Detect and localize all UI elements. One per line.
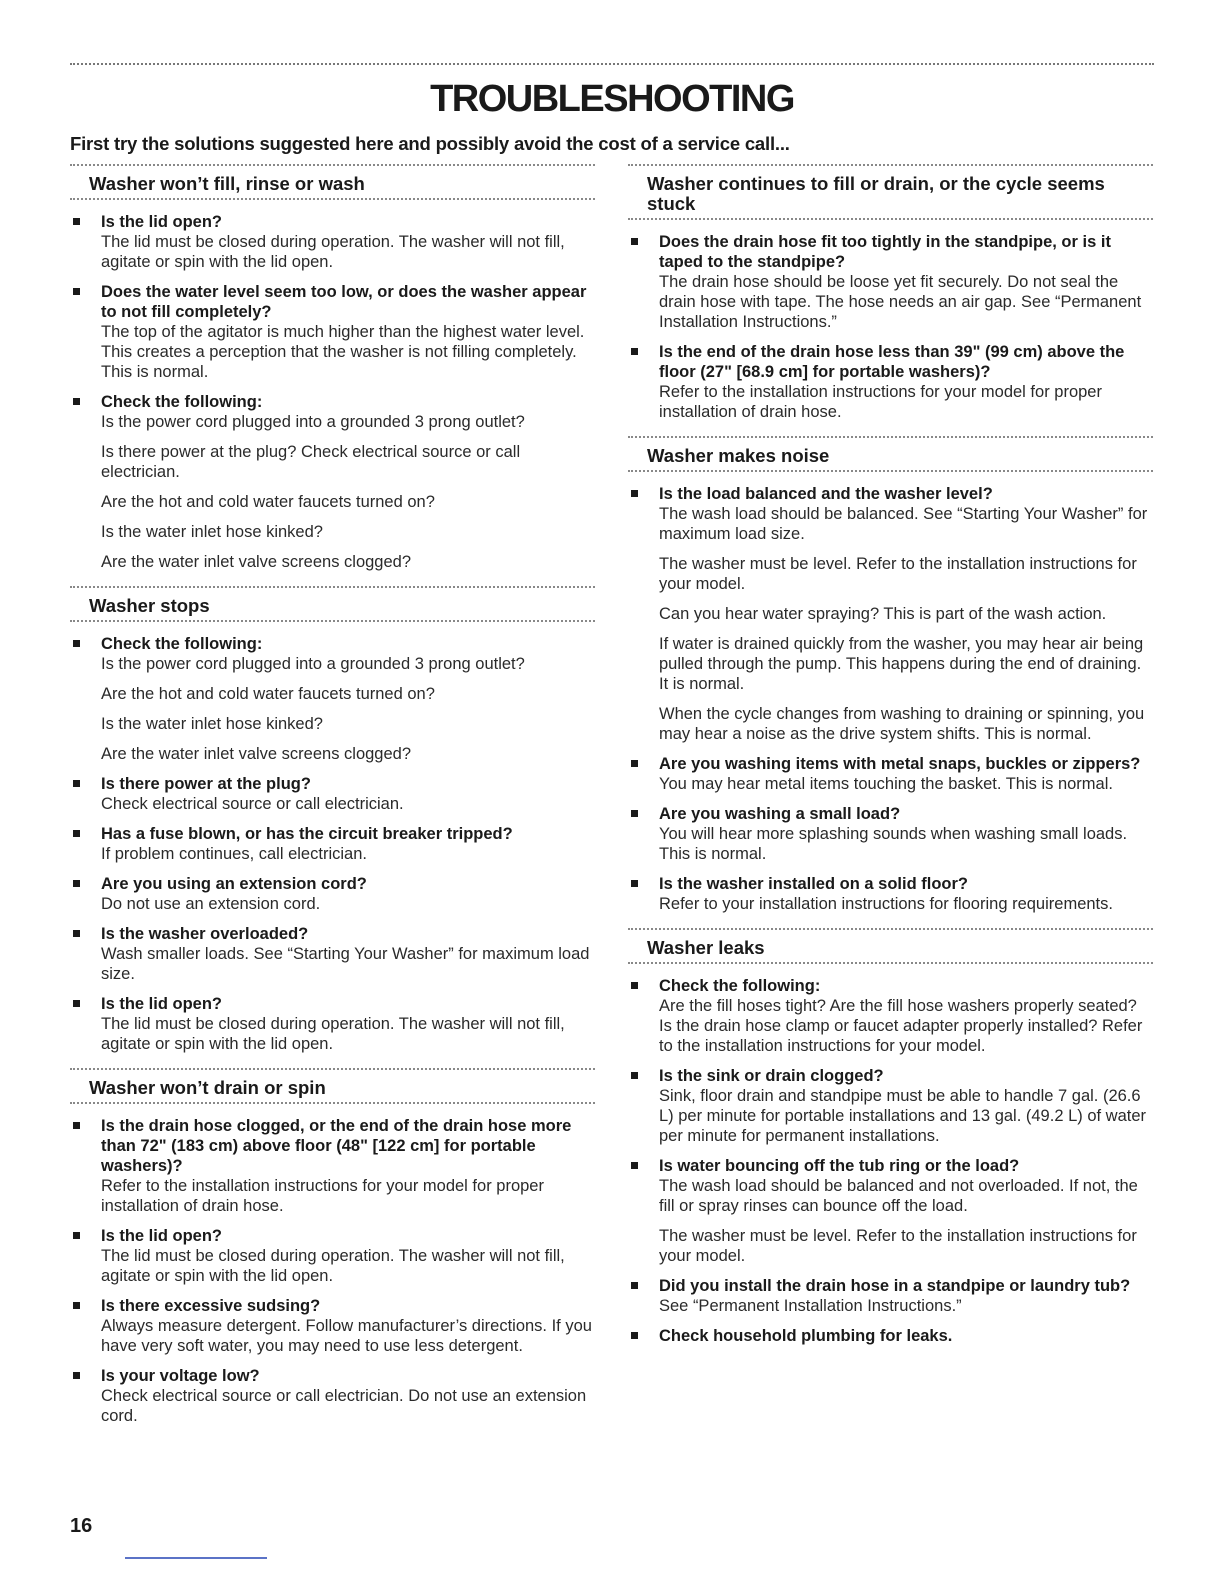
answer-text: Always measure detergent. Follow manufacturer’s directions. If you have very soft water, you may need to use less detergent. [101,1317,592,1355]
troubleshooting-item [628,1156,1153,1266]
square-bullet-icon [631,348,638,355]
question-text: Is there power at the plug? [101,775,311,793]
square-bullet-icon [631,1072,638,1079]
question-text: Are you using an extension cord? [101,875,367,893]
question-text: Is the lid open? [101,213,223,231]
answer-text: Is the water inlet hose kinked? [101,715,323,733]
page-title: TROUBLESHOOTING [430,78,794,120]
answer-text: If water is drained quickly from the washer, you may hear air being pulled through the pump. This happens during the end of draining. It is normal. [659,635,1144,693]
question-text: Is the washer overloaded? [101,925,309,943]
troubleshooting-item [628,232,1153,332]
square-bullet-icon [631,490,638,497]
section-heading: Washer continues to fill or drain, or the cycle seems stuck [628,164,1153,220]
troubleshooting-item [628,1066,1153,1146]
square-bullet-icon [631,880,638,887]
question-text: Is the sink or drain clogged? [659,1067,884,1085]
square-bullet-icon [631,1282,638,1289]
answer-text: Sink, floor drain and standpipe must be able to handle 7 gal. (26.6 L) per minute for portable installations and 13 gal. (49.2 L) of water per minute for permanent installations. [659,1087,1147,1145]
troubleshooting-item [70,212,595,272]
square-bullet-icon [73,218,80,225]
top-dotted-rule [70,63,1154,65]
question-text: Does the drain hose fit too tightly in the standpipe, or is it taped to the standpipe? [659,233,1111,271]
intro-text: First try the solutions suggested here and possibly avoid the cost of a service call... [70,133,790,154]
answer-text: Wash smaller loads. See “Starting Your Washer” for maximum load size. [101,945,590,983]
question-text: Is the drain hose clogged, or the end of the drain hose more than 72" (183 cm) above floor (48" [122 cm] for portable washers)? [101,1117,572,1175]
question-text: Does the water level seem too low, or does the washer appear to not fill completely? [101,283,587,321]
square-bullet-icon [73,930,80,937]
section-heading: Washer won’t fill, rinse or wash [70,164,595,200]
answer-text: You may hear metal items touching the basket. This is normal. [659,775,1113,793]
question-text: Are you washing items with metal snaps, buckles or zippers? [659,755,1141,773]
question-text: Check the following: [659,977,821,995]
answer-text: The top of the agitator is much higher than the highest water level. This creates a perception that the washer is not filling completely. This is normal. [101,323,585,381]
question-text: Check the following: [101,393,263,411]
section-heading: Washer stops [70,586,595,622]
troubleshooting-item [628,976,1153,1056]
square-bullet-icon [631,810,638,817]
square-bullet-icon [73,398,80,405]
answer-text: Is the power cord plugged into a grounded 3 prong outlet? [101,655,525,673]
answer-text: Are the fill hoses tight? Are the fill hose washers properly seated? Is the drain hose clamp or faucet adapter properly installed? Refer to the installation instructions for your model. [659,997,1143,1055]
troubleshooting-item [70,924,595,984]
troubleshooting-item [628,484,1153,744]
troubleshooting-item [628,874,1153,914]
section-heading: Washer makes noise [628,436,1153,472]
troubleshooting-section [628,436,1153,914]
answer-text: Can you hear water spraying? This is part of the wash action. [659,605,1107,623]
answer-text: Is the water inlet hose kinked? [101,523,323,541]
section-heading: Washer won’t drain or spin [70,1068,595,1104]
question-text: Is the washer installed on a solid floor? [659,875,968,893]
answer-text: The drain hose should be loose yet fit securely. Do not seal the drain hose with tape. The hose needs an air gap. See “Permanent Installation Instructions.” [659,273,1142,331]
troubleshooting-section [70,586,595,1054]
troubleshooting-item [628,1276,1153,1316]
answer-text: The washer must be level. Refer to the installation instructions for your model. [659,1227,1137,1265]
answer-text: Check electrical source or call electrician. [101,795,404,813]
question-text: Did you install the drain hose in a standpipe or laundry tub? [659,1277,1131,1295]
square-bullet-icon [73,1372,80,1379]
question-text: Is there excessive sudsing? [101,1297,321,1315]
square-bullet-icon [631,1162,638,1169]
footer-rule [125,1557,267,1559]
troubleshooting-section [628,164,1153,422]
troubleshooting-item [70,282,595,382]
answer-text: Refer to the installation instructions for your model for proper installation of drain hose. [101,1177,544,1215]
troubleshooting-item [70,774,595,814]
page-number: 16 [70,1515,93,1537]
square-bullet-icon [73,1302,80,1309]
left-column [70,164,595,1440]
troubleshooting-item [70,392,595,572]
square-bullet-icon [73,780,80,787]
question-text: Check the following: [101,635,263,653]
troubleshooting-item [628,1326,1153,1346]
answer-text: Is the power cord plugged into a grounded 3 prong outlet? [101,413,525,431]
answer-text: When the cycle changes from washing to draining or spinning, you may hear a noise as the drive system shifts. This is normal. [659,705,1145,743]
question-text: Is the load balanced and the washer level? [659,485,993,503]
troubleshooting-item [70,874,595,914]
answer-text: The wash load should be balanced. See “Starting Your Washer” for maximum load size. [659,505,1148,543]
answer-text: The lid must be closed during operation. The washer will not fill, agitate or spin with the lid open. [101,1015,565,1053]
square-bullet-icon [631,760,638,767]
answer-text: You will hear more splashing sounds when washing small loads. This is normal. [659,825,1128,863]
answer-text: Do not use an extension cord. [101,895,321,913]
square-bullet-icon [73,288,80,295]
answer-text: Are the water inlet valve screens clogged? [101,745,412,763]
square-bullet-icon [73,1122,80,1129]
troubleshooting-item [628,804,1153,864]
troubleshooting-item [70,994,595,1054]
troubleshooting-item [70,1116,595,1216]
square-bullet-icon [73,830,80,837]
troubleshooting-item [70,1366,595,1426]
section-heading: Washer leaks [628,928,1153,964]
answer-text: Refer to your installation instructions for flooring requirements. [659,895,1113,913]
answer-text: The washer must be level. Refer to the installation instructions for your model. [659,555,1137,593]
question-text: Is the lid open? [101,995,223,1013]
troubleshooting-section [70,1068,595,1426]
question-text: Has a fuse blown, or has the circuit breaker tripped? [101,825,513,843]
answer-text: Refer to the installation instructions for your model for proper installation of drain hose. [659,383,1102,421]
troubleshooting-item [70,634,595,764]
right-column [628,164,1153,1360]
question-text: Are you washing a small load? [659,805,901,823]
square-bullet-icon [73,880,80,887]
answer-text: See “Permanent Installation Instructions.” [659,1297,962,1315]
troubleshooting-item [70,1226,595,1286]
troubleshooting-section [70,164,595,572]
answer-text: Is there power at the plug? Check electrical source or call electrician. [101,443,521,481]
square-bullet-icon [73,1000,80,1007]
square-bullet-icon [631,1332,638,1339]
answer-text: The wash load should be balanced and not overloaded. If not, the fill or spray rinses can bounce off the load. [659,1177,1138,1215]
question-text: Is your voltage low? [101,1367,260,1385]
troubleshooting-item [70,824,595,864]
answer-text: If problem continues, call electrician. [101,845,367,863]
square-bullet-icon [73,640,80,647]
answer-text: Check electrical source or call electrician. Do not use an extension cord. [101,1387,587,1425]
question-text: Check household plumbing for leaks. [659,1327,953,1345]
answer-text: The lid must be closed during operation. The washer will not fill, agitate or spin with the lid open. [101,233,565,271]
troubleshooting-item [628,754,1153,794]
square-bullet-icon [631,238,638,245]
troubleshooting-item [70,1296,595,1356]
question-text: Is the end of the drain hose less than 39" (99 cm) above the floor (27" [68.9 cm] for portable washers)? [659,343,1125,381]
troubleshooting-item [628,342,1153,422]
question-text: Is the lid open? [101,1227,223,1245]
answer-text: Are the hot and cold water faucets turned on? [101,493,435,511]
square-bullet-icon [73,1232,80,1239]
question-text: Is water bouncing off the tub ring or the load? [659,1157,1020,1175]
answer-text: The lid must be closed during operation. The washer will not fill, agitate or spin with the lid open. [101,1247,565,1285]
troubleshooting-section [628,928,1153,1346]
answer-text: Are the water inlet valve screens clogged? [101,553,412,571]
answer-text: Are the hot and cold water faucets turned on? [101,685,435,703]
square-bullet-icon [631,982,638,989]
